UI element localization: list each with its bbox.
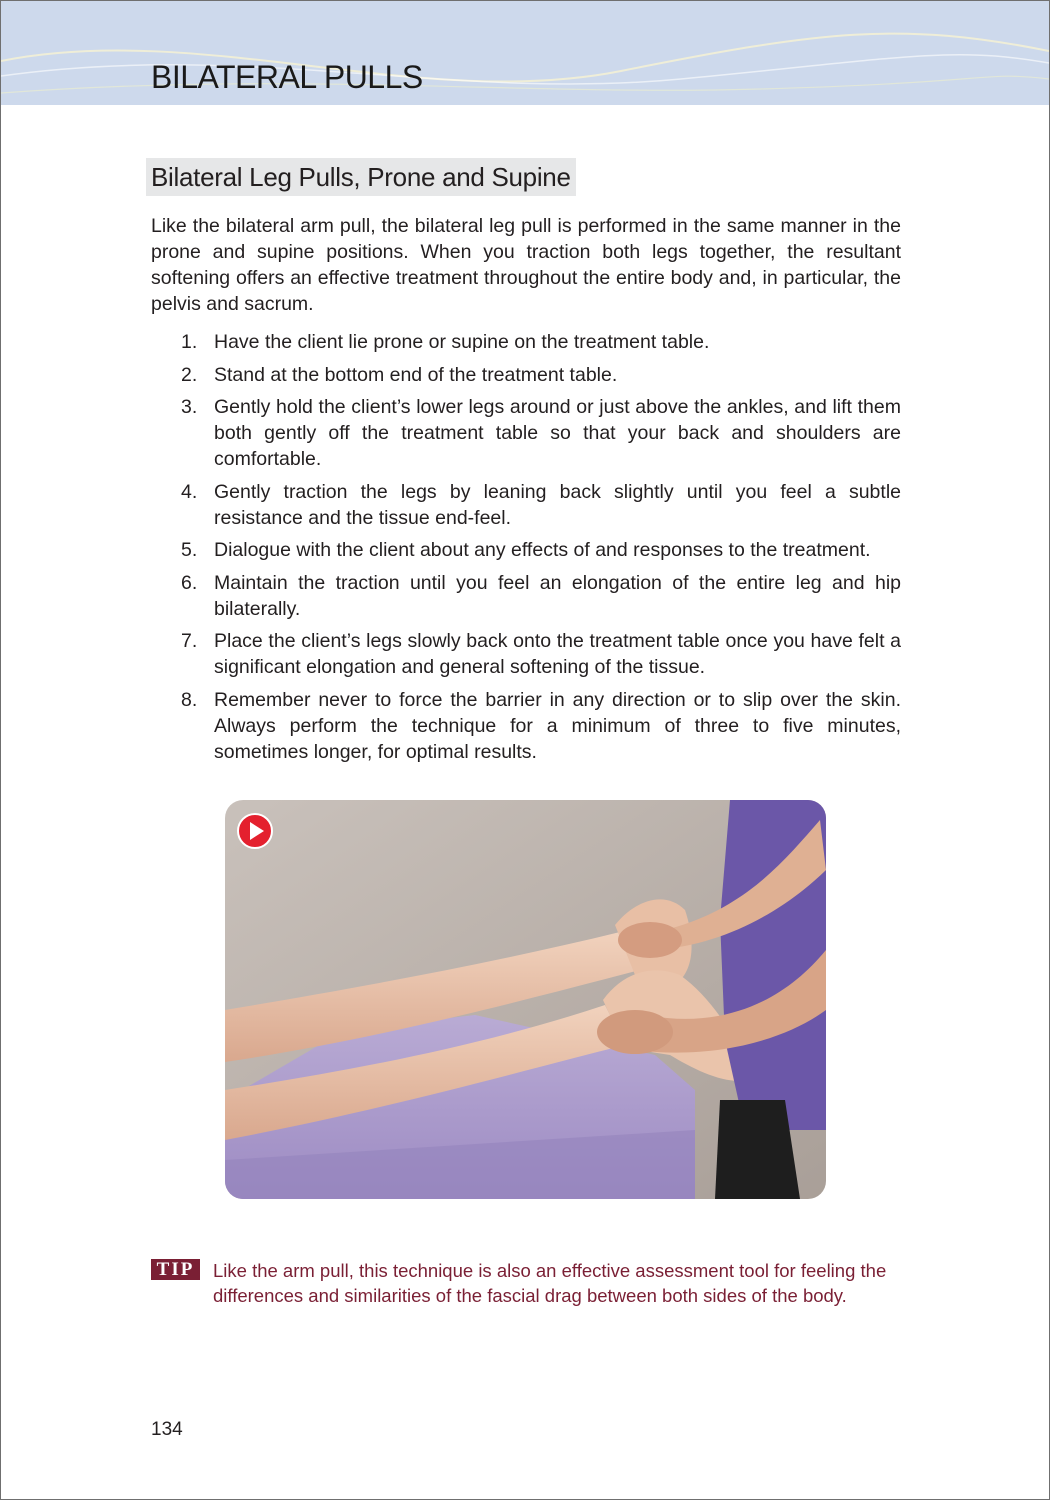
- step-text: Have the client lie prone or supine on the treatment table.: [214, 331, 710, 353]
- tip-badge: TIP: [151, 1259, 200, 1280]
- list-item: [181, 479, 901, 531]
- step-number: 4.: [181, 480, 198, 503]
- steps-list: [181, 329, 901, 771]
- step-text: Remember never to force the barrier in any direction or to slip over the skin. Always perform the technique for a minimum of three to five minutes, sometimes longer, for optimal results.: [214, 688, 901, 763]
- list-item: [181, 687, 901, 765]
- list-item: [181, 537, 901, 563]
- step-text: Maintain the traction until you feel an elongation of the entire leg and hip bilaterally.: [214, 571, 901, 620]
- step-text: Dialogue with the client about any effects of and responses to the treatment.: [214, 539, 871, 561]
- step-text: Place the client’s legs slowly back onto the treatment table once you have felt a significant elongation and general softening of the tissue.: [214, 630, 901, 678]
- step-number: 7.: [181, 630, 198, 652]
- step-number: 1.: [181, 331, 198, 353]
- intro-paragraph: Like the bilateral arm pull, the bilateral leg pull is performed in the same manner in the prone and supine positions. When you traction both legs together, the resultant softening offers an effective treatment throughout the entire body and, in particular, the pelvis and sacrum.: [151, 215, 901, 315]
- step-text: Stand at the bottom end of the treatment table.: [214, 363, 618, 386]
- step-number: 6.: [181, 571, 198, 594]
- step-number: 5.: [181, 539, 198, 561]
- list-item: [181, 570, 901, 622]
- play-video-button[interactable]: [237, 813, 273, 849]
- list-item: [181, 329, 901, 355]
- tip-text: Like the arm pull, this technique is also an effective assessment tool for feeling the differences and similarities of the fascial drag between both sides of the body.: [213, 1260, 887, 1306]
- step-number: 2.: [181, 363, 198, 386]
- section-heading: Bilateral Leg Pulls, Prone and Supine: [146, 158, 576, 196]
- step-number: 8.: [181, 688, 198, 711]
- list-item: [181, 394, 901, 472]
- step-text: Gently traction the legs by leaning back slightly until you feel a subtle resistance and the tissue end-feel.: [214, 480, 901, 529]
- list-item: [181, 628, 901, 680]
- photo-illustration: [225, 800, 826, 1199]
- play-icon: [237, 813, 273, 849]
- chapter-header-band: [1, 1, 1049, 105]
- step-text: Gently hold the client’s lower legs around or just above the ankles, and lift them both gently off the treatment table so that your back and shoulders are comfortable.: [214, 396, 901, 470]
- technique-photo: [225, 800, 826, 1199]
- chapter-title: BILATERAL PULLS: [151, 59, 423, 95]
- step-number: 3.: [181, 396, 198, 418]
- list-item: [181, 362, 901, 388]
- page-number: 134: [151, 1419, 183, 1440]
